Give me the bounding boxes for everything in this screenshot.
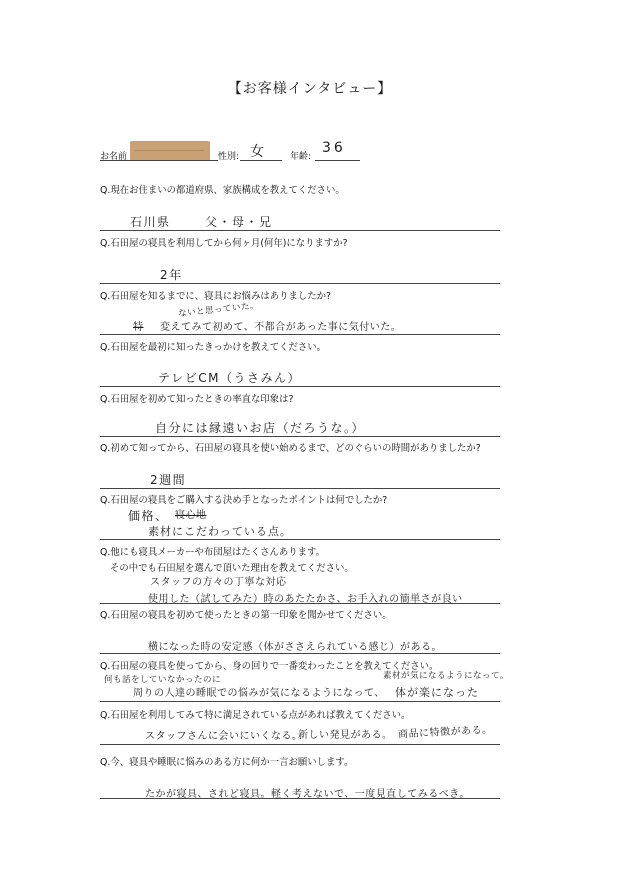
question-first-use: Q.石田屋の寝具を初めて使ったときの第一印象を聞かせてください。 (100, 610, 392, 621)
answer-prior-concerns: 変えてみて初めて、不都合があった事に気付いた。 (160, 322, 402, 333)
question-residence: Q.現在お住まいの都道府県、家族構成を教えてください。 (100, 185, 345, 196)
question-satisfaction: Q.石田屋を利用してみて特に満足されている点があれば教えてください。 (100, 710, 411, 721)
answer-line (100, 283, 500, 284)
answer-satisfaction-1: スタッフさんに会いにいくなる。 (145, 731, 303, 742)
answer-line (100, 744, 500, 745)
answer-duration: 2年 (160, 268, 183, 282)
answer-note-left: 何も話をしていなかったのに (104, 675, 222, 685)
gender-underline (240, 160, 282, 161)
answer-first-impression: 自分には縁遠いお店（だろうな。） (155, 421, 366, 435)
age-underline (315, 160, 360, 161)
page-title: 【お客様インタビュー】 (227, 81, 393, 97)
answer-price: 価格、 (128, 509, 169, 523)
age-value: 36 (322, 140, 346, 156)
answer-reason: 使用した（試してみた）時のあたたかさ、お手入れの簡単さが良い (148, 594, 463, 605)
answer-first-use: 横になった時の安定感（体がささえられている感じ）がある。 (148, 642, 442, 653)
question-message: Q.今、寝具や睡眠に悩みのある方に何か一言お願いします。 (100, 757, 354, 768)
answer-change-main: 周りの人達の睡眠での悩みが気になるようになって、 (133, 688, 385, 699)
gender-label: 性別: (218, 152, 240, 162)
answer-change-result: 体が楽になった (395, 686, 479, 699)
name-label: お名前 (100, 152, 128, 162)
answer-material: 素材にこだわっている点。 (148, 525, 292, 538)
question-prior-concerns: Q.石田屋を知るまでに、寝具にお悩みはありましたか? (100, 291, 331, 302)
answer-line (100, 230, 500, 231)
question-why-choose: その中でも石田屋を選んで頂いた理由を教えてください。 (110, 563, 354, 574)
answer-discovery: テレビCM（うさみん） (158, 371, 301, 385)
name-underline (100, 160, 218, 161)
answer-struck-word: 特 (133, 322, 144, 333)
answer-line (100, 488, 500, 489)
answer-note-above: ないと思っていた。 (177, 300, 260, 320)
answer-struck-word: 寝心地 (175, 510, 207, 521)
question-other-makers: Q.他にも寝具メーカーや布団屋はたくさんあります。 (100, 547, 326, 558)
answer-line (100, 436, 500, 437)
answer-line (100, 539, 500, 540)
gender-value: 女 (250, 144, 267, 160)
answer-line (100, 653, 500, 654)
answer-satisfaction-3: 商品に特徴がある。 (397, 724, 493, 741)
question-discovery: Q.石田屋を最初に知ったきっかけを教えてください。 (100, 342, 326, 353)
question-deciding-point: Q.石田屋の寝具をご購入する決め手となったポイントは何でしたか? (100, 495, 388, 506)
answer-message: たかが寝具、されど寝具。軽く考えないで、一度見直してみるべき。 (145, 789, 470, 800)
question-first-impression: Q.石田屋を初めて知ったときの率直な印象は? (100, 394, 294, 405)
answer-note-right: 素材が気になるようになって。 (383, 671, 509, 681)
answer-line (100, 701, 500, 702)
answer-time-to-use: 2週間 (150, 473, 187, 487)
answer-family: 父・母・兄 (205, 215, 273, 229)
question-biggest-change: Q.石田屋の寝具を使ってから、身の回りで一番変わったことを教えてください。 (100, 661, 439, 672)
answer-line (100, 386, 500, 387)
age-label: 年齢: (290, 152, 312, 162)
answer-line (100, 798, 500, 799)
answer-line (100, 603, 500, 604)
question-usage-duration: Q.石田屋の寝具を利用してから何ヶ月(何年)になりますか? (100, 238, 348, 249)
answer-prefecture: 石川県 (130, 215, 171, 229)
redacted-name (130, 141, 210, 161)
question-time-to-use: Q.初めて知ってから、石田屋の寝具を使い始めるまで、どのぐらいの時間がありましたか? (100, 443, 481, 454)
answer-line (100, 334, 500, 335)
answer-satisfaction-2: 新しい発見がある。 (298, 730, 393, 741)
answer-staff: スタッフの方々の丁寧な対応 (150, 577, 287, 588)
